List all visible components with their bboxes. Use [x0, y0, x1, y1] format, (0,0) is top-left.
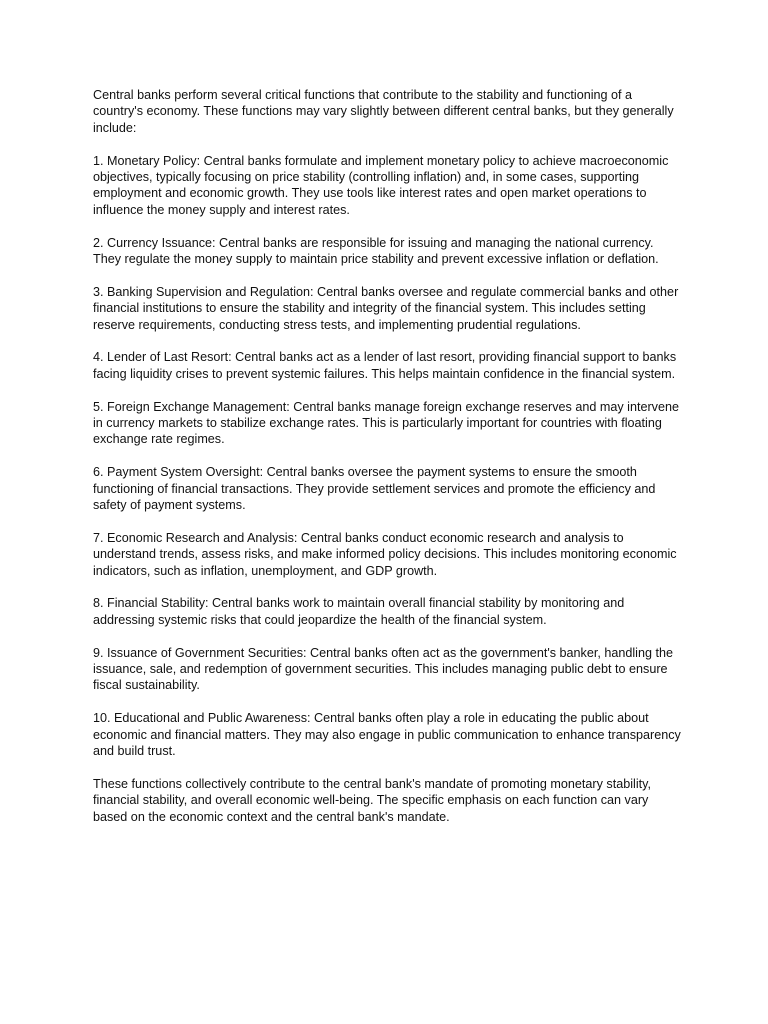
list-item-public-awareness: 10. Educational and Public Awareness: Central banks often play a role in educating the public about economic and financial matters. They may also engage in public communication to enhance transparency and build trust. [93, 711, 681, 759]
list-item-financial-stability: 8. Financial Stability: Central banks work to maintain overall financial stability by monitoring and addressing systemic risks that could jeopardize the health of the financial system. [93, 596, 625, 627]
list-item-currency-issuance: 2. Currency Issuance: Central banks are responsible for issuing and managing the national currency. They regulate the money supply to maintain price stability and prevent excessive inflation or deflation. [93, 235, 659, 267]
intro-paragraph: Central banks perform several critical functions that contribute to the stability and functioning of a country's economy. These functions may vary slightly between different central banks, but they generally include: [93, 88, 674, 135]
list-item-lender-of-last-resort: 4. Lender of Last Resort: Central banks act as a lender of last resort, providing financial support to banks facing liquidity crises to prevent systemic failures. This helps maintain confidence in the financial system. [93, 350, 677, 381]
list-item-government-securities: 9. Issuance of Government Securities: Central banks often act as the government's banker, handling the issuance, sale, and redemption of government securities. This includes managing public debt to ensure fiscal sustainability. [93, 645, 673, 693]
list-item-banking-supervision: 3. Banking Supervision and Regulation: Central banks oversee and regulate commercial banks and other financial institutions to ensure the stability and integrity of the financial system. This includes setting reserve requirements, conducting stress tests, and implementing prudential regulations. [93, 284, 679, 332]
list-item-economic-research: 7. Economic Research and Analysis: Central banks conduct economic research and analysis to understand trends, assess risks, and make informed policy decisions. This includes monitoring economic indicators, such as inflation, unemployment, and GDP growth. [93, 530, 677, 578]
document-body [93, 87, 683, 825]
conclusion-paragraph: These functions collectively contribute to the central bank's mandate of promoting monetary stability, financial stability, and overall economic well-being. The specific emphasis on each function can vary based on the economic context and the central bank's mandate. [93, 776, 651, 824]
list-item-payment-system: 6. Payment System Oversight: Central banks oversee the payment systems to ensure the smooth functioning of financial transactions. They provide settlement services and promote the efficiency and safety of payment systems. [93, 465, 656, 513]
list-item-foreign-exchange: 5. Foreign Exchange Management: Central banks manage foreign exchange reserves and may intervene in currency markets to stabilize exchange rates. This is particularly important for countries with floating exchange rate regimes. [93, 399, 679, 447]
list-item-monetary-policy: 1. Monetary Policy: Central banks formulate and implement monetary policy to achieve macroeconomic objectives, typically focusing on price stability (controlling inflation) and, in some cases, supporting employment and economic growth. They use tools like interest rates and open market operations to influence the money supply and interest rates. [93, 153, 669, 217]
